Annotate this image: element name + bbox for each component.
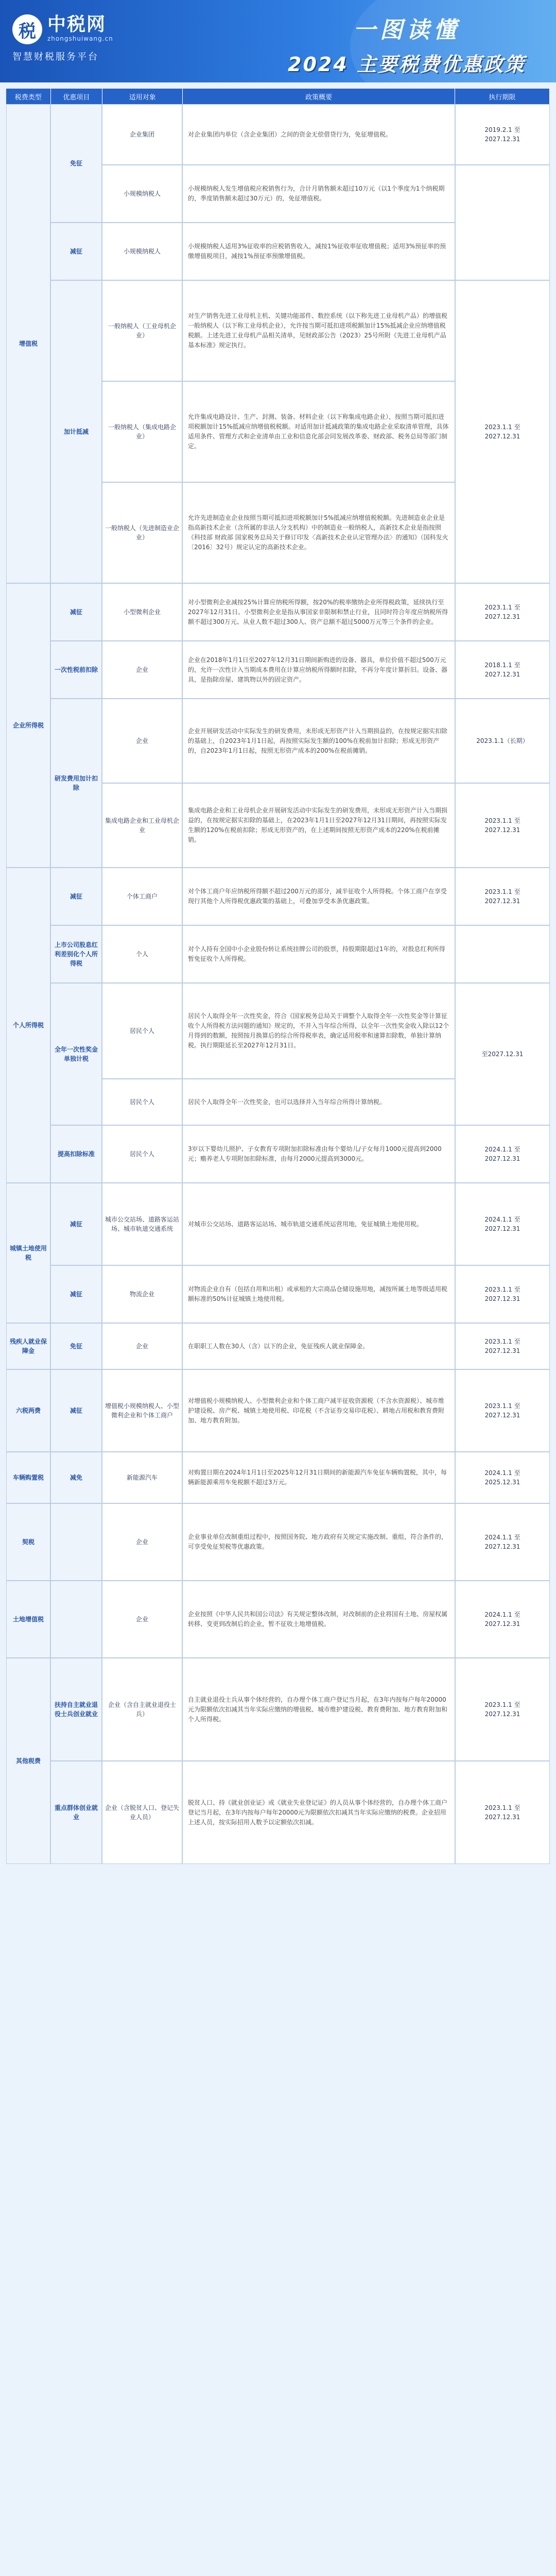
benefit-item-cell: 重点群体创业就业 xyxy=(50,1761,102,1864)
policy-summary-cell: 对个人持有全国中小企业股份转让系统挂牌公司的股票，持股期限超过1年的，对股息红利所得暂免征收个人所得税。 xyxy=(182,925,455,983)
policy-table xyxy=(6,89,550,1864)
policy-summary-cell: 允许集成电路设计、生产、封测、装备、材料企业（以下称集成电路企业），按照当期可抵扣进项税额加计15%抵减应纳增值税税额。对适用加计抵减政策的集成电路企业采取清单管理，具体适用条件、管理方式和企业清单由工业和信息化部会同发展改革委、财政部、税务总局等部门制定。 xyxy=(182,381,455,482)
benefit-item-cell: 免征 xyxy=(50,104,102,223)
benefit-item-cell xyxy=(50,1503,102,1581)
benefit-item-cell: 减征 xyxy=(50,868,102,925)
policy-summary-cell: 对小型微利企业减按25%计算应纳税所得额，按20%的税率缴纳企业所得税政策，延续执行至2027年12月31日。小型微利企业是指从事国家非限制和禁止行业，且同时符合年度应纳税所得额不超过300万元、从业人数不超过300人、资产总额不超过5000万元等三个条件的企业。 xyxy=(182,583,455,641)
validity-period-cell: 2024.1.1 至 2027.12.31 xyxy=(455,1503,550,1581)
applicable-subject-cell: 增值税小规模纳税人、小型微利企业和个体工商户 xyxy=(102,1369,182,1452)
tax-type-cell: 六税两费 xyxy=(6,1369,50,1452)
applicable-subject-cell: 企业（含脱贫人口、登记失业人员） xyxy=(102,1761,182,1864)
policy-summary-cell: 居民个人取得全年一次性奖金，也可以选择并入当年综合所得计算纳税。 xyxy=(182,1079,455,1125)
benefit-item-cell: 减征 xyxy=(50,1369,102,1452)
table-body xyxy=(6,104,550,1864)
validity-period-cell xyxy=(455,925,550,983)
benefit-item-cell xyxy=(50,1581,102,1658)
policy-summary-cell: 对城市公交站场、道路客运站场、城市轨道交通系统运营用地，免征城镇土地使用税。 xyxy=(182,1183,455,1265)
applicable-subject-cell: 一般纳税人（工业母机企业） xyxy=(102,280,182,381)
tax-type-cell: 增值税 xyxy=(6,104,50,583)
applicable-subject-cell: 居民个人 xyxy=(102,1079,182,1125)
benefit-item-cell: 扶持自主就业退役士兵创业就业 xyxy=(50,1658,102,1761)
applicable-subject-cell: 新能源汽车 xyxy=(102,1452,182,1503)
benefit-item-cell: 减征 xyxy=(50,583,102,641)
column-header: 政策概要 xyxy=(183,89,455,104)
benefit-item-cell: 一次性税前扣除 xyxy=(50,641,102,699)
policy-summary-cell: 3岁以下婴幼儿照护、子女教育专项附加扣除标准由每个婴幼儿/子女每月1000元提高到2000元；赡养老人专项附加扣除标准，由每月2000元提高到3000元。 xyxy=(182,1125,455,1183)
applicable-subject-cell: 企业 xyxy=(102,1323,182,1369)
column-header: 税费类型 xyxy=(6,89,51,104)
validity-period-cell: 2023.1.1 至 2027.12.31 xyxy=(455,1761,550,1864)
applicable-subject-cell: 个体工商户 xyxy=(102,868,182,925)
policy-summary-cell: 对生产销售先进工业母机主机、关键功能部件、数控系统（以下称先进工业母机产品）的增值税一般纳税人（以下称工业母机企业），允许按当期可抵扣进项税额加计15%抵减企业应纳增值税税额。上述先进工业母机产品相关清单，见财政部公告（2023）25号所附《先进工业母机产品基本标准》规定执行。 xyxy=(182,280,455,381)
validity-period-cell: 2018.1.1 至 2027.12.31 xyxy=(455,641,550,699)
benefit-item-cell: 减征 xyxy=(50,1265,102,1323)
table-header xyxy=(6,89,550,104)
tax-type-cell: 城镇土地使用税 xyxy=(6,1183,50,1323)
tax-type-cell: 车辆购置税 xyxy=(6,1452,50,1503)
tax-type-cell: 其他税费 xyxy=(6,1658,50,1864)
applicable-subject-cell: 企业 xyxy=(102,1581,182,1658)
applicable-subject-cell: 集成电路企业和工业母机企业 xyxy=(102,783,182,868)
brand-logo xyxy=(12,14,146,71)
validity-period-cell: 2024.1.1 至 2025.12.31 xyxy=(455,1452,550,1503)
applicable-subject-cell: 一般纳税人（集成电路企业） xyxy=(102,381,182,482)
applicable-subject-cell: 一般纳税人（先进制造业企业） xyxy=(102,482,182,583)
validity-period-cell: 2023.1.1 至 2027.12.31 xyxy=(455,1658,550,1761)
applicable-subject-cell: 个人 xyxy=(102,925,182,983)
benefit-item-cell: 全年一次性奖金单独计税 xyxy=(50,983,102,1125)
validity-period-cell: 2024.1.1 至 2027.12.31 xyxy=(455,1125,550,1183)
validity-period-cell: 2023.1.1 至 2027.12.31 xyxy=(455,783,550,868)
page-title-box xyxy=(268,11,546,77)
logo-url: zhongshuiwang.cn xyxy=(47,35,113,42)
policy-summary-cell: 企业开展研发活动中实际发生的研发费用，未形成无形资产计入当期损益的，在按规定据实扣除的基础上，自2023年1月1日起，再按照实际发生额的100%在税前加计扣除；形成无形资产的，自2023年1月1日起，按照无形资产成本的200%在税前摊销。 xyxy=(182,699,455,783)
page-title: 一图读懂 xyxy=(353,17,460,43)
applicable-subject-cell: 企业（含自主就业退役士兵） xyxy=(102,1658,182,1761)
policy-summary-cell: 企业按照《中华人民共和国公司法》有关规定整体改制，对改制前的企业将国有土地、房屋权属转移、变更到改制后的企业，暂不征收土地增值税。 xyxy=(182,1581,455,1658)
validity-period-cell: 2019.2.1 至 2027.12.31 xyxy=(455,104,550,165)
applicable-subject-cell: 小规模纳税人 xyxy=(102,223,182,280)
validity-period-cell: 2023.1.1 至 2027.12.31 xyxy=(455,868,550,925)
applicable-subject-cell: 企业集团 xyxy=(102,104,182,165)
policy-summary-cell: 对物流企业自有（包括自用和出租）或承租的大宗商品仓储设施用地，减按所属土地等级适用税额标准的50%计征城镇土地使用税。 xyxy=(182,1265,455,1323)
policy-summary-cell: 对个体工商户年应纳税所得额不超过200万元的部分，减半征收个人所得税。个体工商户在享受现行其他个人所得税优惠政策的基础上，可叠加享受本条优惠政策。 xyxy=(182,868,455,925)
validity-period-cell: 2023.1.1 至 2027.12.31 xyxy=(455,583,550,641)
tax-type-cell: 残疾人就业保障金 xyxy=(6,1323,50,1369)
column-header: 优惠项目 xyxy=(51,89,103,104)
validity-period-cell: 至2027.12.31 xyxy=(455,983,550,1125)
tax-type-cell: 土地增值税 xyxy=(6,1581,50,1658)
benefit-item-cell: 减征 xyxy=(50,223,102,280)
applicable-subject-cell: 居民个人 xyxy=(102,1125,182,1183)
column-header: 执行期限 xyxy=(455,89,550,104)
validity-period-cell: 2024.1.1 至 2027.12.31 xyxy=(455,1581,550,1658)
policy-summary-cell: 对企业集团内单位（含企业集团）之间的资金无偿借贷行为，免征增值税。 xyxy=(182,104,455,165)
applicable-subject-cell: 城市公交站场、道路客运站场、城市轨道交通系统 xyxy=(102,1183,182,1265)
benefit-item-cell: 研发费用加计扣除 xyxy=(50,699,102,868)
column-header: 适用对象 xyxy=(102,89,183,104)
tax-type-cell: 个人所得税 xyxy=(6,868,50,1183)
header-banner xyxy=(0,0,556,82)
policy-summary-cell: 自主就业退役士兵从事个体经营的，自办理个体工商户登记当月起，在3年内按每户每年20000元为限额依次扣减其当年实际应缴纳的增值税、城市维护建设税、教育费附加、地方教育附加和个人所得税。 xyxy=(182,1658,455,1761)
validity-period-cell: 2024.1.1 至 2027.12.31 xyxy=(455,1183,550,1265)
policy-summary-cell: 居民个人取得全年一次性奖金，符合《国家税务总局关于调整个人取得全年一次性奖金等计算征收个人所得税方法问题的通知》规定的，不并入当年综合所得，以全年一次性奖金收入除以12个月得到的数额，按照按月换算后的综合所得税率表，确定适用税率和速算扣除数，单独计算纳税。执行期限延长至2027年12月31日。 xyxy=(182,983,455,1079)
benefit-item-cell: 提高扣除标准 xyxy=(50,1125,102,1183)
logo-name: 中税网 xyxy=(47,14,107,35)
benefit-item-cell: 上市公司股息红利差别化个人所得税 xyxy=(50,925,102,983)
validity-period-cell: 2023.1.1 至 2027.12.31 xyxy=(455,280,550,583)
applicable-subject-cell: 小型微利企业 xyxy=(102,583,182,641)
policy-summary-cell: 在职职工人数在30人（含）以下的企业，免征残疾人就业保障金。 xyxy=(182,1323,455,1369)
benefit-item-cell: 加计抵减 xyxy=(50,280,102,583)
policy-summary-cell: 小规模纳税人发生增值税应税销售行为，合计月销售额未超过10万元（以1个季度为1个纳税期的，季度销售额未超过30万元）的，免征增值税。 xyxy=(182,165,455,223)
policy-summary-cell: 企业在2018年1月1日至2027年12月31日期间新购进的设备、器具，单位价值不超过500万元的，允许一次性计入当期成本费用在计算应纳税所得额时扣除，不再分年度计算折旧。设备、器具，是指除房屋、建筑物以外的固定资产。 xyxy=(182,641,455,699)
validity-period-cell: 2023.1.1 至 2027.12.31 xyxy=(455,1369,550,1452)
applicable-subject-cell: 企业 xyxy=(102,641,182,699)
policy-summary-cell: 集成电路企业和工业母机企业开展研发活动中实际发生的研发费用，未形成无形资产计入当期损益的，在按规定据实扣除的基础上，在2023年1月1日至2027年12月31日期间，再按照实际发生额的120%在税前扣除；形成无形资产的，在上述期间按照无形资产成本的220%在税前摊销。 xyxy=(182,783,455,868)
validity-period-cell: 2023.1.1 至 2027.12.31 xyxy=(455,1265,550,1323)
logo-mark-icon: 税 xyxy=(12,14,42,44)
tax-type-cell: 契税 xyxy=(6,1503,50,1581)
tax-type-cell: 企业所得税 xyxy=(6,583,50,868)
validity-period-cell: 2023.1.1（长期） xyxy=(455,699,550,783)
logo-slogan: 智慧财税服务平台 xyxy=(12,52,99,62)
policy-summary-cell: 脱贫人口、持《就业创业证》或《就业失业登记证》的人员从事个体经营的，自办理个体工商户登记当月起，在3年内按每户每年20000元为限额依次扣减其当年实际应缴纳的税费。企业招用上述人员，按实际招用人数予以定额依次扣减。 xyxy=(182,1761,455,1864)
policy-summary-cell: 小规模纳税人适用3%征收率的应税销售收入，减按1%征收率征收增值税；适用3%预征率的预缴增值税项目，减按1%预征率预缴增值税。 xyxy=(182,223,455,280)
page-subtitle: 2024 主要税费优惠政策 xyxy=(288,53,526,76)
policy-summary-cell: 企业事业单位改制重组过程中，按照国务院、地方政府有关规定实施改制、重组，符合条件的，可享受免征契税等优惠政策。 xyxy=(182,1503,455,1581)
applicable-subject-cell: 企业 xyxy=(102,699,182,783)
benefit-item-cell: 减征 xyxy=(50,1183,102,1265)
validity-period-cell: 2023.1.1 至 2027.12.31 xyxy=(455,1323,550,1369)
applicable-subject-cell: 物流企业 xyxy=(102,1265,182,1323)
benefit-item-cell: 减免 xyxy=(50,1452,102,1503)
benefit-item-cell: 免征 xyxy=(50,1323,102,1369)
validity-period-cell xyxy=(455,165,550,280)
applicable-subject-cell: 居民个人 xyxy=(102,983,182,1079)
policy-summary-cell: 对购置日期在2024年1月1日至2025年12月31日期间的新能源汽车免征车辆购置税，其中，每辆新能源乘用车免税额不超过3万元。 xyxy=(182,1452,455,1503)
policy-summary-cell: 允许先进制造业企业按照当期可抵扣进项税额加计5%抵减应纳增值税税额。先进制造业企业是指高新技术企业（含所属的非法人分支机构）中的制造业一般纳税人，高新技术企业是指按照《科技部 财政部 国家税务总局关于修订印发〈高新技术企业认定管理办法〉的通知》（国科发火〔2016〕32号）规定认定的高新技术企业。 xyxy=(182,482,455,583)
applicable-subject-cell: 企业 xyxy=(102,1503,182,1581)
applicable-subject-cell: 小规模纳税人 xyxy=(102,165,182,223)
policy-summary-cell: 对增值税小规模纳税人、小型微利企业和个体工商户减半征收资源税（不含水资源税）、城市维护建设税、房产税、城镇土地使用税、印花税（不含证券交易印花税）、耕地占用税和教育费附加、地方教育附加。 xyxy=(182,1369,455,1452)
